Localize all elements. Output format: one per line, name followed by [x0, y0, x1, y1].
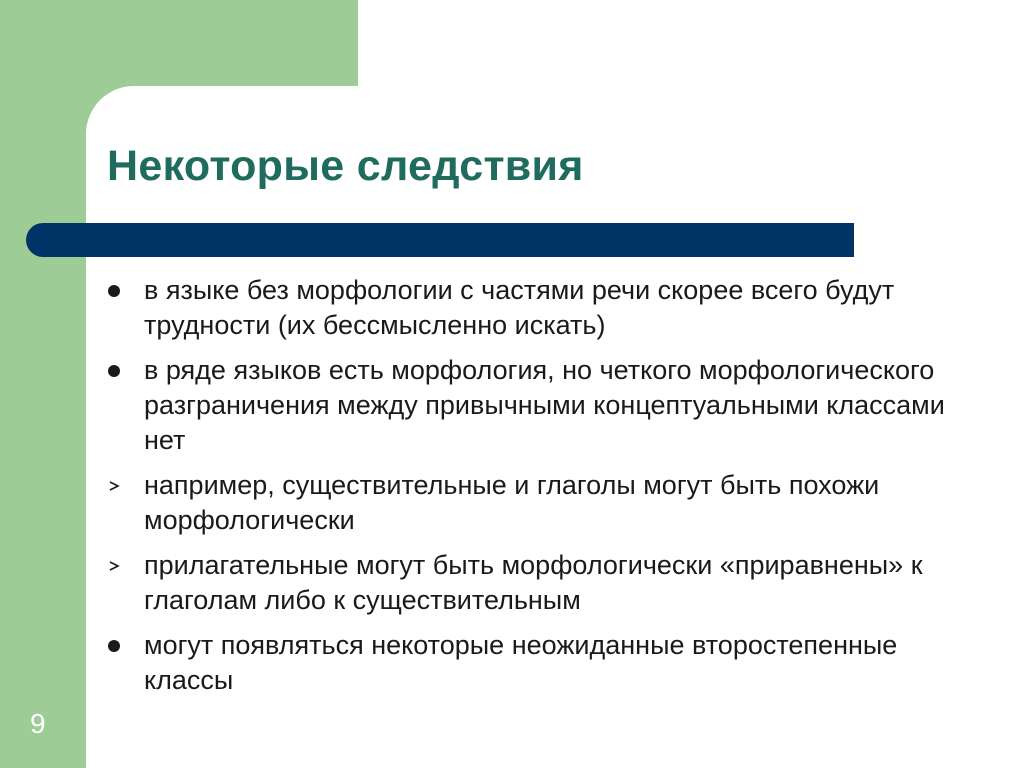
- bullet-item: [104, 468, 984, 538]
- bullet-item: [104, 273, 984, 343]
- dot-icon: [104, 273, 124, 308]
- page-number: 9: [30, 708, 46, 739]
- bullet-item: [104, 548, 984, 618]
- bullet-item: [104, 628, 984, 698]
- left-green-strip: [0, 0, 86, 768]
- title-underline-bar: [26, 223, 854, 257]
- arrow-icon: [104, 468, 124, 503]
- arrow-icon: [104, 548, 124, 583]
- bullet-list: [104, 273, 984, 708]
- dot-icon: [104, 628, 124, 663]
- bullet-item: [104, 353, 984, 458]
- bullet-text: в ряде языков есть морфология, но четкого морфологического разграничения между привычными концептуальными классами нет: [144, 355, 945, 455]
- bullet-text: прилагательные могут быть морфологически «приравнены» к глаголам либо к существительным: [144, 550, 923, 615]
- top-green-block: [0, 0, 358, 86]
- bullet-text: в языке без морфологии с частями речи скорее всего будут трудности (их бессмысленно искать): [144, 275, 895, 340]
- bullet-text: например, существительные и глаголы могут быть похожи морфологически: [144, 470, 880, 535]
- slide-title: Некоторые следствия: [107, 142, 584, 190]
- dot-icon: [104, 353, 124, 388]
- bullet-text: могут появляться некоторые неожиданные второстепенные классы: [144, 630, 898, 695]
